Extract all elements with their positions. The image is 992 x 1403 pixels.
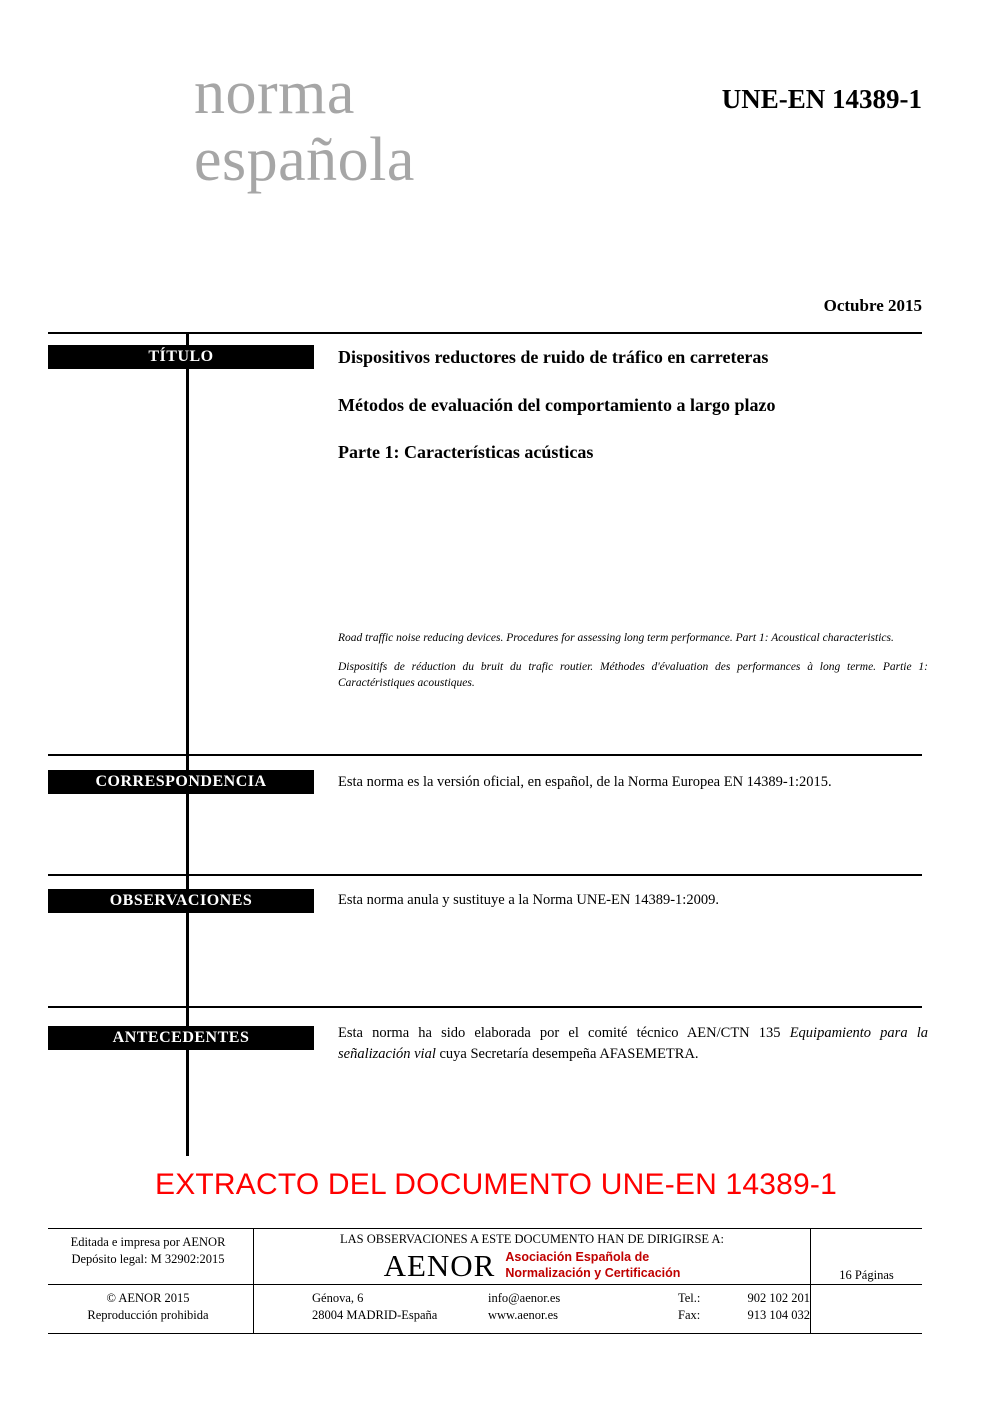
title-french: Dispositifs de réduction du bruit du trafic routier. Méthodes d'évaluation des performances à long terme. Partie 1: Caractéristiques acoustiques. bbox=[338, 660, 928, 690]
publication-date: Octubre 2015 bbox=[823, 296, 922, 315]
footer-email[interactable]: info@aenor.es bbox=[488, 1291, 561, 1305]
footer-editor-line-1: Editada e impresa por AENOR bbox=[70, 1235, 226, 1249]
section-tag-observaciones: OBSERVACIONES bbox=[48, 889, 314, 913]
footer-editor bbox=[48, 1234, 248, 1268]
section-tag-titulo: TÍTULO bbox=[48, 345, 314, 369]
footer-page-count: 16 Páginas bbox=[839, 1268, 894, 1282]
aenor-logo-subtitle bbox=[505, 1250, 680, 1281]
antecedentes-text-italic: Equipamiento para la señalización vial bbox=[338, 1025, 928, 1063]
section-content-observaciones bbox=[338, 890, 928, 911]
aenor-logo bbox=[254, 1248, 810, 1284]
brand-line-2: española bbox=[194, 125, 415, 194]
title-line-1: Dispositivos reductores de ruido de tráfico en carreteras bbox=[338, 347, 769, 367]
section-alt-titles bbox=[338, 630, 928, 704]
footer-address bbox=[254, 1290, 492, 1324]
footer-fax-label: Fax: bbox=[678, 1307, 701, 1322]
brand-line-1: norma bbox=[194, 59, 355, 127]
divider-top bbox=[48, 332, 922, 334]
section-content-correspondencia bbox=[338, 772, 928, 793]
footer-fax-value: 913 104 032 bbox=[747, 1307, 810, 1322]
footer-copyright-line-2: Reproducción prohibida bbox=[87, 1307, 209, 1322]
antecedentes-text-part1: Esta norma ha sido elaborada por el comité técnico AEN/CTN 135 bbox=[338, 1025, 790, 1041]
footer-divider-mid bbox=[48, 1284, 922, 1285]
footer-tel-row bbox=[678, 1290, 810, 1307]
footer-tel-label: Tel.: bbox=[678, 1291, 701, 1305]
footer-observations-notice: LAS OBSERVACIONES A ESTE DOCUMENTO HAN DE DIRIGIRSE A: bbox=[340, 1232, 724, 1246]
observaciones-text: Esta norma anula y sustituye a la Norma UNE-EN 14389-1:2009. bbox=[338, 892, 719, 908]
aenor-logo-text: AENOR bbox=[383, 1248, 496, 1283]
divider-antecedentes bbox=[48, 1006, 922, 1008]
footer-website[interactable]: www.aenor.es bbox=[488, 1307, 559, 1322]
section-content-titulo bbox=[338, 346, 928, 489]
footer-address-line-1: Génova, 6 bbox=[312, 1291, 364, 1305]
title-line-3: Parte 1: Características acústicas bbox=[338, 442, 594, 462]
antecedentes-text-part2: cuya Secretaría desempeña AFASEMETRA. bbox=[435, 1046, 699, 1063]
section-tag-correspondencia: CORRESPONDENCIA bbox=[48, 770, 314, 794]
brand-title bbox=[186, 60, 666, 194]
divider-observaciones bbox=[48, 874, 922, 876]
footer-tel-value: 902 102 201 bbox=[747, 1291, 810, 1305]
antecedentes-text bbox=[338, 1023, 928, 1065]
footer-contact-phone bbox=[678, 1290, 810, 1324]
footer-divider-bottom bbox=[48, 1333, 922, 1334]
footer-address-line-2: 28004 MADRID-España bbox=[312, 1307, 438, 1322]
footer-editor-line-2: Depósito legal: M 32902:2015 bbox=[71, 1251, 225, 1266]
masthead bbox=[0, 60, 992, 220]
footer-copyright-line-1: © AENOR 2015 bbox=[106, 1291, 190, 1305]
standard-reference: UNE-EN 14389-1 bbox=[721, 84, 922, 114]
footer-divider-top bbox=[48, 1228, 922, 1229]
vertical-rule-titulo bbox=[186, 332, 189, 754]
title-line-2: Métodos de evaluación del comportamiento a largo plazo bbox=[338, 394, 776, 415]
footer-contact-web bbox=[488, 1290, 688, 1324]
title-english: Road traffic noise reducing devices. Procedures for assessing long term performance. Part 1: Acoustical characteristics. bbox=[338, 632, 894, 644]
correspondencia-text: Esta norma es la versión oficial, en español, de la Norma Europea EN 14389-1:2015. bbox=[338, 774, 832, 790]
aenor-logo-subtitle-line-1: Asociación Española de bbox=[505, 1250, 650, 1265]
section-tag-antecedentes: ANTECEDENTES bbox=[48, 1026, 314, 1050]
footer-fax-row bbox=[678, 1307, 810, 1324]
footer-copyright bbox=[48, 1290, 248, 1324]
section-content-antecedentes bbox=[338, 1023, 928, 1065]
footer bbox=[48, 1228, 922, 1334]
aenor-logo-subtitle-line-2: Normalización y Certificación bbox=[505, 1266, 681, 1280]
divider-correspondencia bbox=[48, 754, 922, 756]
extract-banner: EXTRACTO DEL DOCUMENTO UNE-EN 14389-1 bbox=[154, 1168, 837, 1201]
